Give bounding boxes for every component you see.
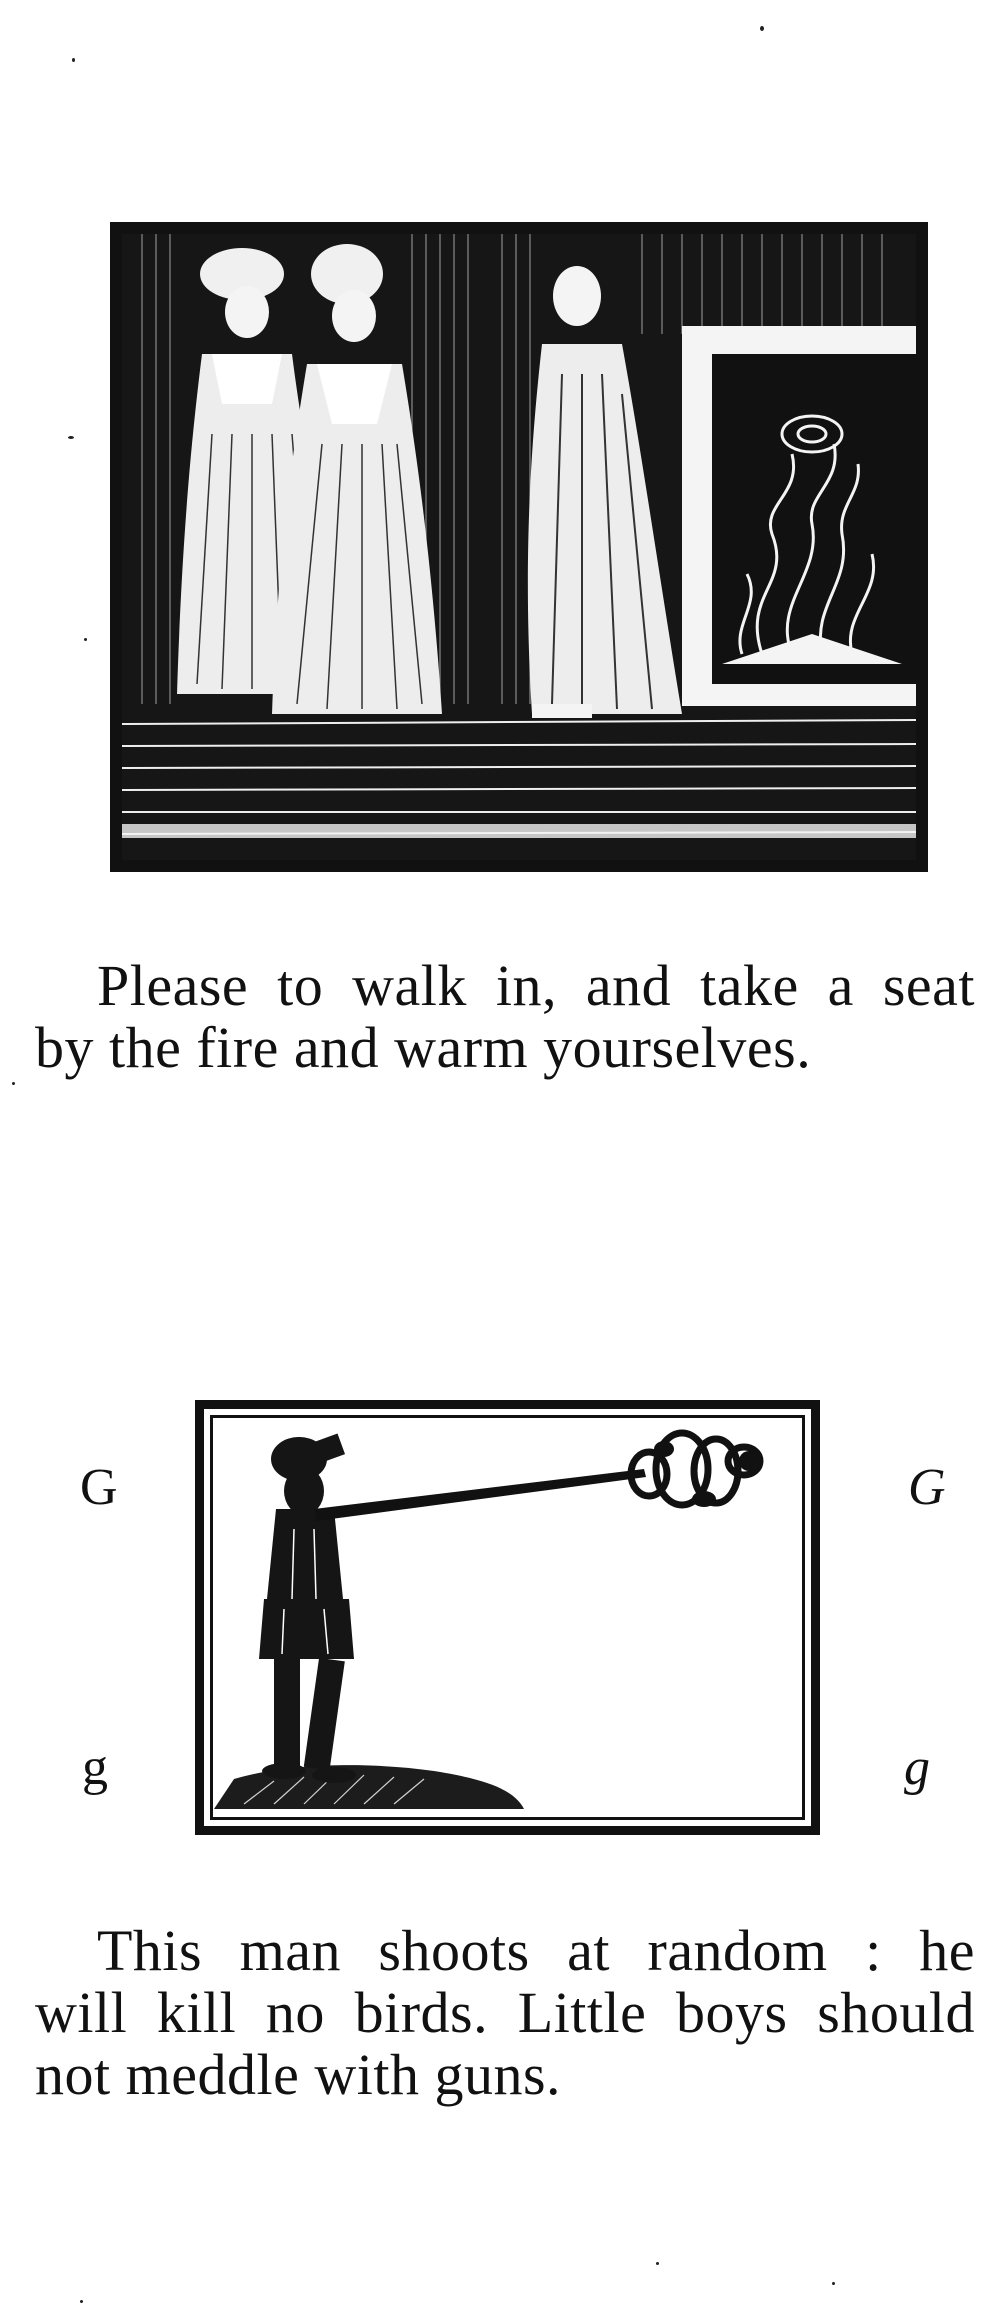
print-speck (68, 436, 74, 439)
woodcut-illustration-fireside (110, 222, 928, 872)
print-speck (72, 58, 75, 62)
caption-line: will kill no birds. Little boys should (35, 1980, 975, 2045)
print-speck (12, 1082, 15, 1085)
woodcut-shooter-art (204, 1409, 811, 1826)
caption-shooter (35, 1920, 975, 2106)
woodcut-fireside-art (122, 234, 916, 860)
caption-fireside (35, 955, 975, 1079)
print-speck (80, 2300, 83, 2303)
caption-line: Please to walk in, and take a seat (97, 953, 975, 1018)
letter-uppercase-roman: G (80, 1459, 118, 1516)
caption-line: by the fire and warm yourselves. (35, 1015, 812, 1080)
print-speck (832, 2282, 835, 2285)
print-speck (656, 2262, 659, 2265)
letter-uppercase-italic: G (908, 1459, 946, 1516)
caption-line: This man shoots at random : he (97, 1918, 975, 1983)
print-speck (760, 26, 764, 31)
letter-lowercase-roman: g (82, 1739, 108, 1796)
caption-line: not meddle with guns. (35, 2042, 562, 2107)
woodcut-illustration-shooter (195, 1400, 820, 1835)
print-speck (84, 638, 87, 641)
letter-lowercase-italic: g (904, 1739, 930, 1796)
